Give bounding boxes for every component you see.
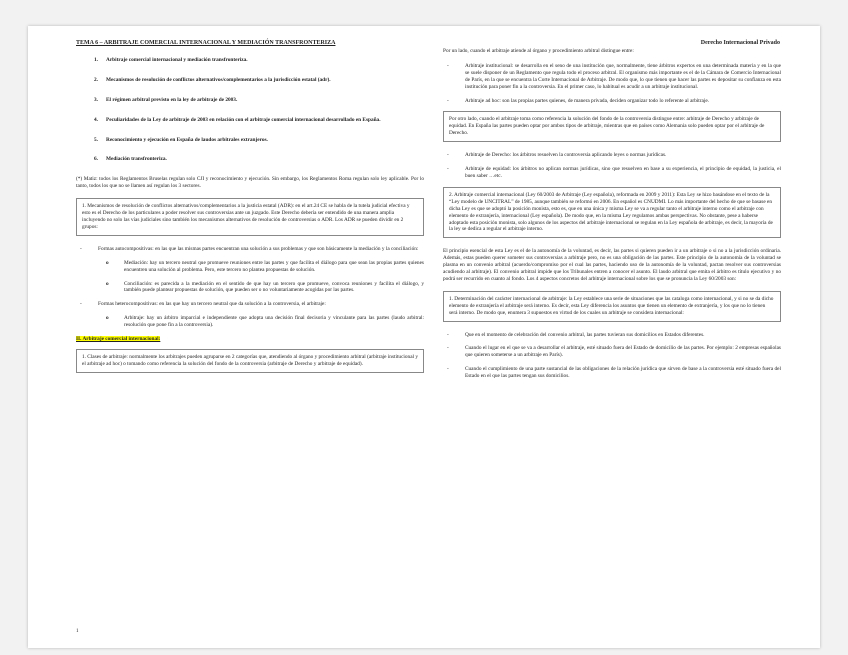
item-number: 6. bbox=[94, 156, 98, 163]
adr-box bbox=[76, 198, 424, 236]
bullet-text: Mediación: hay un tercero neutral que promueve reuniones entre las partes y que facilita el diálogo para que sean las propias partes quienes encuentren una solución al problema. Pero, este tercero no plantea propuestas de solución. bbox=[124, 259, 424, 273]
item-number: 4. bbox=[94, 116, 98, 123]
fondo-box bbox=[443, 111, 781, 142]
bullet-text: Formas heterocompositivas: en las que hay un tercero neutral que da solución a la controversia, el arbitraje: bbox=[98, 301, 326, 308]
page-header: Derecho Internacional Privado bbox=[700, 40, 780, 46]
bullet-hetero bbox=[76, 301, 424, 308]
caracter-box bbox=[443, 291, 781, 322]
item-text: Arbitraje comercial internacional y mediación transfronteriza. bbox=[106, 56, 248, 63]
item-number: 1. bbox=[94, 56, 98, 63]
bullet-arbitraje bbox=[102, 315, 424, 329]
document-page bbox=[28, 26, 820, 648]
section-heading bbox=[76, 336, 424, 343]
adr-text: 1. Mecanismos de resolución de conflictos alternativos/complementarios a la justicia estatal (ADR): en el art.24 CE se habla de la tutela judicial efectiva y esto es el Derecho de los particulares a poder resolver sus controversias ante un juzgado. Este Derecho debería ser entendido de una manera amplia incluyendo no solo las vías judiciales sino también los mecanismos alternativos de resolución de controversias o ADR. Los ADR se pueden dividir en 2 grupos: bbox=[82, 203, 410, 230]
bullet-criterio-2 bbox=[443, 345, 781, 359]
bullet-criterio-1 bbox=[443, 332, 781, 339]
bullet-mark: o bbox=[106, 315, 109, 322]
bullet-text: Arbitraje: hay un árbitro imparcial e independiente que adopta una decisión final decisoria y vinculante para las partes (laudo arbitral: resolución que pone fin a la controversia). bbox=[124, 315, 424, 329]
clases-box bbox=[76, 349, 424, 373]
clases-text: 1. Clases de arbitraje: normalmente los arbitrajes pueden agruparse en 2 categorías que, atendiendo al órgano y procedimiento arbitral (arbitraje institucional y el arbitraje ad hoc) o tomando como referencia la solución del fondo de la controversia (arbitraje de Derecho y arbitraje de equidad). bbox=[82, 353, 418, 367]
bullet-mark: - bbox=[80, 301, 82, 308]
fondo-text: Por otro lado, cuando el arbitraje toma como referencia la solución del fondo de la controversia distingue entre: arbitraje de Derecho y arbitraje de equidad. En España las partes pueden optar por ambos tipos de arbitraje, mientras que en países como Alemania solo pueden optar por el arbitraje de Derecho. bbox=[449, 116, 765, 137]
item-text: Reconocimiento y ejecución en España de laudos arbitrales extranjeros. bbox=[106, 136, 268, 143]
item-number: 5. bbox=[94, 136, 98, 143]
section-heading-text: II. Arbitraje comercial internacional: bbox=[76, 336, 161, 343]
bullet-text: Que en el momento de celebración del convenio arbitral, las partes tuvieran sus domicilios en Estados diferentes. bbox=[465, 331, 705, 338]
bullet-mark: - bbox=[447, 152, 449, 159]
bullet-text: Arbitraje de equidad: los árbitros no aplican normas jurídicas, sino que resuelven en base a su experiencia, el principio de equidad, la justicia, el buen saber …etc. bbox=[465, 166, 781, 179]
organo-intro: Por un lado, cuando el arbitraje atiende al órgano y procedimiento arbitral distingue entre: bbox=[443, 48, 634, 54]
bullet-mark: - bbox=[447, 166, 449, 173]
topic-list bbox=[76, 57, 424, 163]
list-item bbox=[76, 117, 424, 124]
bullet-mark: o bbox=[106, 280, 109, 287]
caracter-text: 1. Determinación del carácter internacional de arbitraje: la Ley establece una serie de situaciones que las cataloga como internacional, y si no se da dicho elemento de extranjería el arbitraje será interno. Es decir, esta Ley diferencia los asuntos que tienen un elemento de extranjería, y los que no lo tienen será interno. De modo que, enumera 3 supuestos en virtud de los cuales un arbitraje se considera internacional: bbox=[449, 295, 774, 316]
bullet-mark: - bbox=[447, 331, 449, 338]
bullet-mark: o bbox=[106, 259, 109, 266]
bullet-text: Cuando el lugar en el que se va a desarrollar el arbitraje, esté situado fuera del Estado de domicilio de las partes. Por ejemplo: 2 empresas españolas que quieren someterse a un arbitraje en París). bbox=[465, 345, 781, 359]
ley-text: 2. Arbitraje comercial internacional (Ley 60/2003 de Arbitraje (Ley española), reformada en 2009 y 2011): Esta Ley se hizo basándose en el texto de la “Ley modelo de UNCITRAL” de 1985, aunque también se reformó en 2006. En español es CNUDMI. Lo más importante del hecho de que se basase en dicha Ley es que se adoptó la posición monista, esto es, que en una única y misma Ley se va a regular tanto el arbitraje interno como el arbitraje con elemento de extranjería, internacional (Ley española). De modo que, en la misma Ley regulamos ambas perspectivas. No obstante, pese a haberse adoptado esta posición monista, solo algunos de los aspectos del arbitraje internacional se regulan en la Ley española de arbitraje, es decir, la mayoría de la ley se dedica a regular el arbitraje interno. bbox=[449, 191, 773, 233]
principio-paragraph: El principio esencial de esta Ley es el de la autonomía de la voluntad, es decir, las partes si quieren pueden ir a un arbitraje o si no a la jurisdicción ordinaria. Además, estas pueden querer someter sus controversias a arbitraje pero, no es una obligación de las partes. Este principio de la autonomía de la voluntad se plasma en un convenio arbitral (acuerdo/compromiso por el cual las partes, haciendo uso de la autonomía de la voluntad, pactan resolver sus controversias acudiendo al arbitraje). El convenio arbitral impide que los Tribunales entren a conocer el asunto. El laudo arbitral que emita el árbitro es título ejecutivo y no podrá ser recurrido en cuanto al fondo. Los 4 aspectos concretos del arbitraje internacional sobre los que se pronuncia la Ley 60/2003 son: bbox=[443, 248, 781, 282]
item-number: 2. bbox=[94, 76, 98, 83]
item-text: Mecanismos de resolución de conflictos alternativos/complementarios a la jurisdicción estatal (adr). bbox=[106, 76, 331, 83]
list-item bbox=[76, 57, 424, 64]
item-text: Mediación transfronteriza. bbox=[106, 156, 167, 163]
bullet-text: Arbitraje institucional: se desarrolla en el seno de una institución que, normalmente, tiene árbitros expertos en una determinada materia y en la que se suele disponer de un Reglamento que regula todo el proceso arbitral. El organismo más importante es el de la Cámara de Comercio Internacional de París, en la que se encuentra la Corte Internacional de Arbitraje. De modo que, lo que tienen que hacer las partes es depositar su confianza en esta institución para poner fin a la controversia. En el primer caso, lo habitual es acudir a un arbitraje institucional. bbox=[465, 62, 781, 90]
bullet-auto bbox=[76, 246, 424, 253]
page-number: 1 bbox=[76, 629, 79, 634]
bullet-conciliacion bbox=[102, 281, 424, 295]
right-column bbox=[443, 40, 781, 387]
bullet-text: Arbitraje de Derecho: los árbitros resuelven la controversia aplicando leyes o normas jurídicas. bbox=[465, 152, 667, 159]
bullet-equidad bbox=[443, 166, 781, 180]
item-number: 3. bbox=[94, 96, 98, 103]
item-text: Peculiaridades de la Ley de arbitraje de 2003 en relación con el arbitraje comercial internacional desarrollado en España. bbox=[106, 116, 381, 123]
bullet-text: Arbitraje ad hoc: son las propias partes quienes, de manera privada, deciden organizar todo lo referente al arbitraje. bbox=[465, 97, 710, 104]
bullet-mark: - bbox=[447, 366, 449, 373]
bullet-mark: - bbox=[447, 97, 449, 104]
bullet-derecho bbox=[443, 152, 781, 159]
bullet-text: Cuando el cumplimiento de una parte sustancial de las obligaciones de la relación jurídica que sirven de base a la controversia esté situado fuera del Estado en el que las partes tengan sus domicilios. bbox=[465, 366, 781, 380]
chapter-title: TEMA 6 – ARBITRAJE COMERCIAL INTERNACIONAL Y MEDIACIÓN TRANSFRONTERIZA bbox=[76, 40, 336, 46]
bullet-criterio-3 bbox=[443, 366, 781, 380]
ley-box bbox=[443, 187, 781, 238]
bullet-mark: - bbox=[80, 245, 82, 252]
matiz-note: (*) Matiz: todos los Reglamentos Bruselas regulan solo CJI y reconocimiento y ejecución. Sin embargo, los Reglamentos Roma regulan solo ley aplicable. Por lo tanto, todos los que no se llamen así regulan los 3 sectores. bbox=[76, 176, 424, 190]
bullet-mark: - bbox=[447, 62, 449, 69]
list-item bbox=[76, 77, 424, 84]
list-item bbox=[76, 137, 424, 144]
list-item bbox=[76, 156, 424, 163]
left-column bbox=[76, 40, 424, 383]
bullet-adhoc bbox=[443, 98, 781, 105]
item-text: El régimen arbitral previsto en la ley de arbitraje de 2003. bbox=[106, 96, 238, 103]
bullet-text: Formas autocompositivas: en las que las mismas partes encuentran una solución a sus problemas y que son básicamente la mediación y la conciliación: bbox=[98, 245, 419, 252]
bullet-mark: - bbox=[447, 345, 449, 352]
list-item bbox=[76, 97, 424, 104]
bullet-text: Conciliación: es parecida a la mediación en el sentido de que hay un tercero que promueve, convoca reuniones y facilita el diálogo, y también puede plantear propuestas de solución, que pueden ser o no voluntariamente acogidas por las partes. bbox=[124, 280, 424, 294]
bullet-mediacion bbox=[102, 260, 424, 274]
bullet-institucional bbox=[443, 63, 781, 91]
